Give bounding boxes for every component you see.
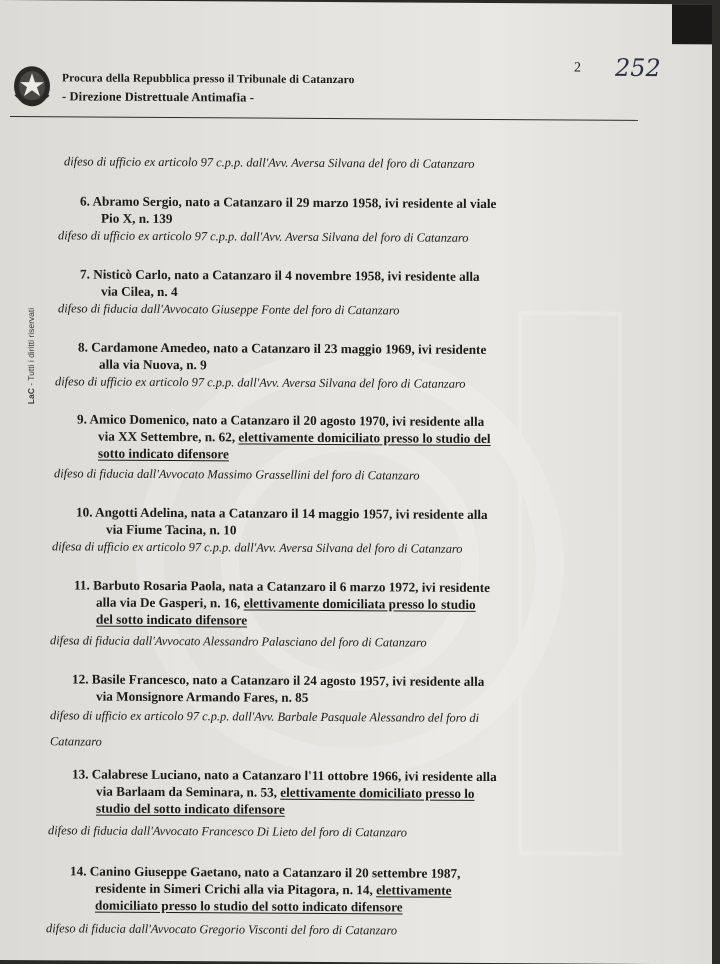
counsel-line: difeso di ufficio ex articolo 97 c.p.p. dall'Avv. Aversa Silvana del foro di Catanzaro [58,228,469,245]
entry-line: 10. Angotti Adelina, nata a Catanzaro il 14 maggio 1957, ivi residente alla [76,504,488,522]
entry-line: del sotto indicato difensore [96,611,248,628]
list-item [70,862,460,916]
counsel-line: difeso di fiducia dall'Avvocato Giuseppe Fonte del foro di Catanzaro [58,301,400,318]
counsel-line-top: difeso di ufficio ex articolo 97 c.p.p. dall'Avv. Aversa Silvana del foro di Catanzaro [64,154,475,171]
entry-line: via Barlaam da Seminara, n. 53, elettivamente domiciliato presso lo [96,783,475,801]
entry-line: studio del sotto indicato difensore [96,800,285,817]
entry-line: 7. Nisticò Carlo, nato a Catanzaro il 4 novembre 1958, ivi residente alla [80,266,480,284]
counsel-line: difesa di ufficio ex articolo 97 c.p.p. dall'Avv. Aversa Silvana del foro di Catanzaro [52,539,463,556]
entry-line: sotto indicato difensore [98,445,229,462]
counsel-line: difeso di ufficio ex articolo 97 c.p.p. dall'Avv. Aversa Silvana del foro di Catanzaro [55,374,466,391]
entry-line: domiciliato presso lo studio del sotto indicato difensore [95,897,403,915]
entry-line: 12. Basile Francesco, nato a Catanzaro il 24 agosto 1957, ivi residente alla [72,671,485,689]
handwritten-folio-number: 252 [615,53,661,83]
page-corner-shadow [672,4,712,44]
entry-line: 13. Calabrese Luciano, nato a Catanzaro l'11 ottobre 1966, ivi residente alla [72,766,497,785]
entry-line: 11. Barbuto Rosaria Paola, nata a Catanzaro il 6 marzo 1972, ivi residente [74,577,491,595]
entry-line: via XX Settembre, n. 62, elettivamente domiciliato presso lo studio del [98,428,491,446]
counsel-line-continuation: Catanzaro [50,734,102,749]
entry-line: 9. Amico Domenico, nato a Catanzaro il 20 agosto 1970, ivi residente alla [77,411,485,429]
entry-line: 8. Cardamone Amedeo, nato a Catanzaro il 23 maggio 1969, ivi residente [78,339,487,357]
list-item [78,338,486,374]
list-item [80,265,480,301]
copyright-side-note: LaC - Tutti i diritti riservati [26,307,36,405]
list-item [77,410,491,465]
counsel-line: difeso di fiducia dall'Avvocato Massimo Grassellini del foro di Catanzaro [54,466,420,483]
counsel-line: difeso di ufficio ex articolo 97 c.p.p. dall'Avv. Barbale Pasquale Alessandro del foro di [50,708,480,725]
list-item [72,765,497,820]
division-heading: - Direzione Distrettuale Antimafia - [62,89,254,105]
entry-line: via Monsignore Armando Fares, n. 85 [96,688,309,705]
counsel-line: difesa di fiducia dall'Avvocato Alessandro Palasciano del foro di Catanzaro [50,633,427,650]
entry-line: 6. Abramo Sergio, nato a Catanzaro il 29 marzo 1958, ivi residente al viale [80,193,497,212]
entry-line: via Cilea, n. 4 [101,283,178,300]
list-item [74,576,490,631]
list-item [76,503,488,540]
counsel-line: difeso di fiducia dall'Avvocato Francesco Di Lieto del foro di Catanzaro [48,823,407,840]
page-number: 2 [574,60,581,76]
entry-line: Pio X, n. 139 [101,210,173,227]
entry-line: 14. Canino Giuseppe Gaetano, nato a Catanzaro il 20 settembre 1987, [70,863,461,881]
republic-emblem-icon [12,60,52,108]
list-item [72,670,484,707]
entry-line: alla via Nuova, n. 9 [99,356,207,373]
counsel-line: difeso di fiducia dall'Avvocato Gregorio Visconti del foro di Catanzaro [46,921,398,938]
entry-line: alla via De Gasperi, n. 16, elettivamente domiciliata presso lo studio [96,594,476,612]
entry-line: residente in Simeri Crichi alla via Pitagora, n. 14, elettivamente [95,880,452,898]
entry-line: via Fiume Tacina, n. 10 [106,521,237,538]
header-divider [10,116,638,121]
office-heading: Procura della Repubblica presso il Tribunale di Catanzaro [62,72,355,87]
list-item [80,192,496,229]
